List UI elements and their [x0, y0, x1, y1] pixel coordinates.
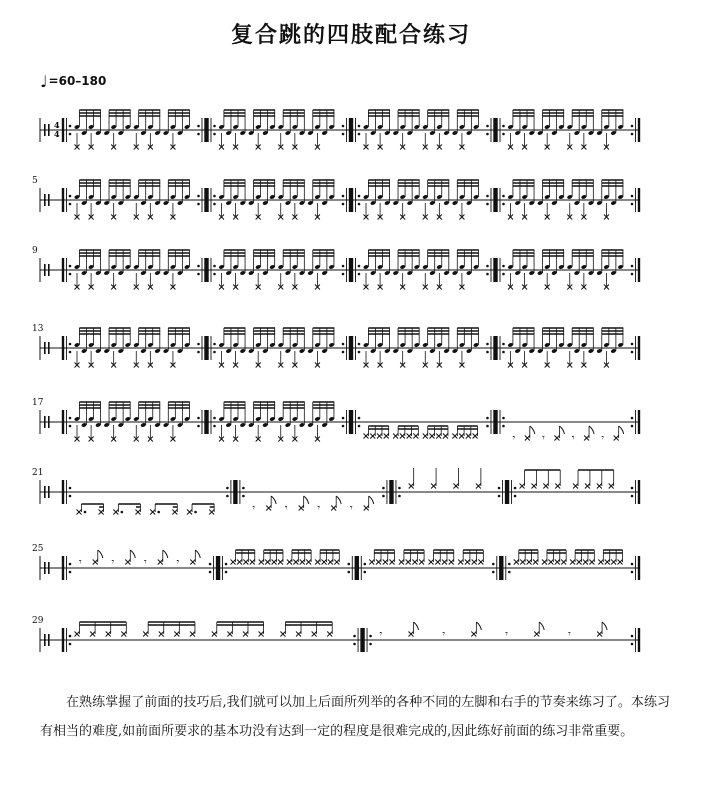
repeat-dot	[197, 417, 200, 420]
repeat-dot	[382, 495, 385, 498]
percussion-clef-icon	[48, 416, 50, 428]
repeat-dot	[358, 351, 361, 354]
augmentation-dot	[121, 511, 124, 514]
repeat-dot	[486, 203, 489, 206]
repeat-dot	[502, 203, 505, 206]
note-flag	[195, 550, 200, 558]
repeat-dot	[358, 125, 361, 128]
percussion-clef-icon	[48, 264, 50, 276]
repeat-dot	[631, 635, 634, 638]
percussion-clef-icon	[44, 486, 46, 498]
repeat-dot	[69, 635, 72, 638]
measure-number: 17	[32, 398, 44, 408]
repeat-dot	[342, 343, 345, 346]
eighth-rest-icon: 𝄾	[144, 557, 147, 568]
repeat-dot	[213, 203, 216, 206]
repeat-dot	[342, 351, 345, 354]
percussion-clef-icon	[44, 194, 46, 206]
repeat-dot	[197, 425, 200, 428]
time-signature-top: 4	[54, 120, 60, 130]
repeat-dot	[69, 487, 72, 490]
eighth-rest-icon: 𝄾	[284, 503, 288, 514]
note-flag	[539, 622, 544, 630]
note-flag	[163, 550, 168, 558]
repeat-dot	[69, 425, 72, 428]
note-flag	[98, 550, 103, 558]
eighth-rest-icon: 𝄾	[111, 557, 115, 568]
repeat-dot	[631, 203, 634, 206]
repeat-dot	[631, 125, 634, 128]
repeat-dot	[382, 487, 385, 490]
repeat-dot	[197, 203, 200, 206]
augmentation-dot	[194, 511, 197, 514]
repeat-dot	[514, 487, 517, 490]
note-flag	[559, 426, 564, 434]
repeat-dot	[342, 203, 345, 206]
augmentation-dot	[84, 511, 87, 514]
repeat-dot	[486, 343, 489, 346]
augmentation-dot	[157, 511, 160, 514]
repeat-dot	[486, 273, 489, 276]
tempo-text: =60–180	[48, 74, 107, 88]
percussion-clef-icon	[44, 264, 46, 276]
repeat-dot	[631, 417, 634, 420]
eighth-rest-icon: 𝄾	[176, 557, 180, 568]
page-title: 复合跳的四肢配合练习	[230, 23, 471, 48]
repeat-dot	[631, 133, 634, 136]
time-signature-bottom: 4	[54, 129, 60, 139]
percussion-clef-icon	[48, 194, 50, 206]
repeat-dot	[358, 133, 361, 136]
repeat-dot	[226, 487, 229, 490]
repeat-dot	[631, 265, 634, 268]
repeat-dot	[363, 571, 366, 574]
percussion-clef-icon	[48, 342, 50, 354]
repeat-dot	[342, 125, 345, 128]
repeat-dot	[502, 343, 505, 346]
repeat-dot	[631, 425, 634, 428]
eighth-rest-icon: 𝄾	[442, 629, 446, 640]
repeat-dot	[342, 273, 345, 276]
quarter-note-icon: ♩	[40, 72, 48, 91]
repeat-dot	[398, 495, 401, 498]
repeat-dot	[69, 643, 72, 646]
repeat-dot	[631, 351, 634, 354]
percussion-clef-icon	[48, 124, 50, 136]
percussion-clef-icon	[44, 416, 46, 428]
measure-number: 13	[32, 324, 44, 334]
measure-number: 29	[32, 616, 44, 626]
note-flag	[271, 496, 276, 504]
repeat-dot	[502, 425, 505, 428]
repeat-dot	[631, 343, 634, 346]
repeat-dot	[631, 571, 634, 574]
repeat-dot	[486, 125, 489, 128]
repeat-dot	[226, 495, 229, 498]
repeat-dot	[347, 563, 350, 566]
measure-number: 9	[32, 246, 38, 256]
eighth-rest-icon: 𝄾	[317, 503, 321, 514]
repeat-dot	[69, 571, 72, 574]
eighth-rest-icon: 𝄾	[252, 503, 256, 514]
repeat-dot	[347, 571, 350, 574]
repeat-dot	[498, 495, 501, 498]
eighth-rest-icon: 𝄾	[349, 503, 353, 514]
repeat-dot	[508, 563, 511, 566]
repeat-dot	[342, 265, 345, 268]
repeat-dot	[358, 417, 361, 420]
repeat-dot	[631, 487, 634, 490]
repeat-dot	[514, 495, 517, 498]
repeat-dot	[342, 195, 345, 198]
percussion-clef-icon	[48, 634, 50, 646]
instruction-paragraph: 在熟练掌握了前面的技巧后,我们就可以加上后面所列举的各种不同的左脚和右手的节奏来练习了。本练习有相当的难度,如前面所要求的基本功没有达到一定的程度是很难完成的,因此练好前面的练习非常重要。	[40, 695, 670, 739]
repeat-dot	[197, 133, 200, 136]
repeat-dot	[69, 203, 72, 206]
repeat-dot	[486, 351, 489, 354]
repeat-dot	[358, 425, 361, 428]
repeat-dot	[631, 195, 634, 198]
repeat-dot	[358, 273, 361, 276]
repeat-dot	[69, 273, 72, 276]
repeat-dot	[197, 351, 200, 354]
repeat-dot	[213, 265, 216, 268]
note-flag	[304, 496, 309, 504]
repeat-dot	[213, 417, 216, 420]
repeat-dot	[213, 273, 216, 276]
repeat-dot	[197, 265, 200, 268]
repeat-dot	[486, 133, 489, 136]
repeat-dot	[353, 635, 356, 638]
percussion-clef-icon	[44, 562, 46, 574]
note-flag	[130, 550, 135, 558]
repeat-dot	[508, 571, 511, 574]
repeat-dot	[353, 643, 356, 646]
repeat-dot	[502, 133, 505, 136]
repeat-dot	[369, 635, 372, 638]
repeat-dot	[209, 563, 212, 566]
repeat-dot	[225, 563, 228, 566]
repeat-dot	[213, 351, 216, 354]
repeat-dot	[631, 563, 634, 566]
repeat-dot	[502, 265, 505, 268]
repeat-dot	[486, 265, 489, 268]
repeat-dot	[358, 203, 361, 206]
repeat-dot	[502, 273, 505, 276]
note-flag	[589, 426, 594, 434]
repeat-dot	[342, 133, 345, 136]
note-flag	[619, 426, 624, 434]
repeat-dot	[69, 265, 72, 268]
note-flag	[476, 622, 481, 630]
repeat-dot	[209, 571, 212, 574]
measure-number: 21	[32, 468, 44, 478]
repeat-dot	[213, 133, 216, 136]
eighth-rest-icon: 𝄾	[571, 433, 575, 444]
repeat-dot	[498, 487, 501, 490]
repeat-dot	[242, 495, 245, 498]
repeat-dot	[213, 343, 216, 346]
repeat-dot	[342, 425, 345, 428]
eighth-rest-icon: 𝄾	[79, 557, 82, 568]
repeat-dot	[492, 571, 495, 574]
repeat-dot	[69, 125, 72, 128]
repeat-dot	[197, 195, 200, 198]
repeat-dot	[197, 273, 200, 276]
eighth-rest-icon: 𝄾	[512, 433, 516, 444]
note-flag	[369, 496, 374, 504]
repeat-dot	[69, 351, 72, 354]
repeat-dot	[197, 343, 200, 346]
note-flag	[336, 496, 341, 504]
note-flag	[413, 622, 418, 630]
repeat-dot	[486, 195, 489, 198]
repeat-dot	[492, 563, 495, 566]
repeat-dot	[631, 643, 634, 646]
repeat-dot	[213, 425, 216, 428]
repeat-dot	[631, 495, 634, 498]
eighth-rest-icon: 𝄾	[505, 629, 508, 640]
repeat-dot	[358, 195, 361, 198]
note-flag	[530, 426, 535, 434]
repeat-dot	[486, 425, 489, 428]
repeat-dot	[631, 273, 634, 276]
repeat-dot	[69, 133, 72, 136]
repeat-dot	[502, 125, 505, 128]
repeat-dot	[69, 563, 72, 566]
repeat-dot	[213, 195, 216, 198]
repeat-dot	[213, 125, 216, 128]
percussion-clef-icon	[44, 634, 46, 646]
repeat-dot	[502, 351, 505, 354]
repeat-dot	[69, 195, 72, 198]
percussion-clef-icon	[44, 124, 46, 136]
repeat-dot	[242, 487, 245, 490]
eighth-rest-icon: 𝄾	[379, 629, 383, 640]
percussion-clef-icon	[48, 562, 50, 574]
repeat-dot	[369, 643, 372, 646]
measure-number: 5	[32, 176, 38, 186]
repeat-dot	[69, 417, 72, 420]
repeat-dot	[502, 417, 505, 420]
eighth-rest-icon: 𝄾	[542, 433, 545, 444]
eighth-rest-icon: 𝄾	[601, 433, 605, 444]
repeat-dot	[69, 495, 72, 498]
repeat-dot	[502, 195, 505, 198]
repeat-dot	[398, 487, 401, 490]
percussion-clef-icon	[44, 342, 46, 354]
repeat-dot	[225, 571, 228, 574]
repeat-dot	[486, 417, 489, 420]
repeat-dot	[358, 265, 361, 268]
measure-number: 25	[32, 544, 44, 554]
repeat-dot	[197, 125, 200, 128]
eighth-rest-icon: 𝄾	[568, 629, 571, 640]
repeat-dot	[69, 343, 72, 346]
repeat-dot	[358, 343, 361, 346]
percussion-clef-icon	[48, 486, 50, 498]
repeat-dot	[342, 417, 345, 420]
note-flag	[602, 622, 607, 630]
repeat-dot	[363, 563, 366, 566]
